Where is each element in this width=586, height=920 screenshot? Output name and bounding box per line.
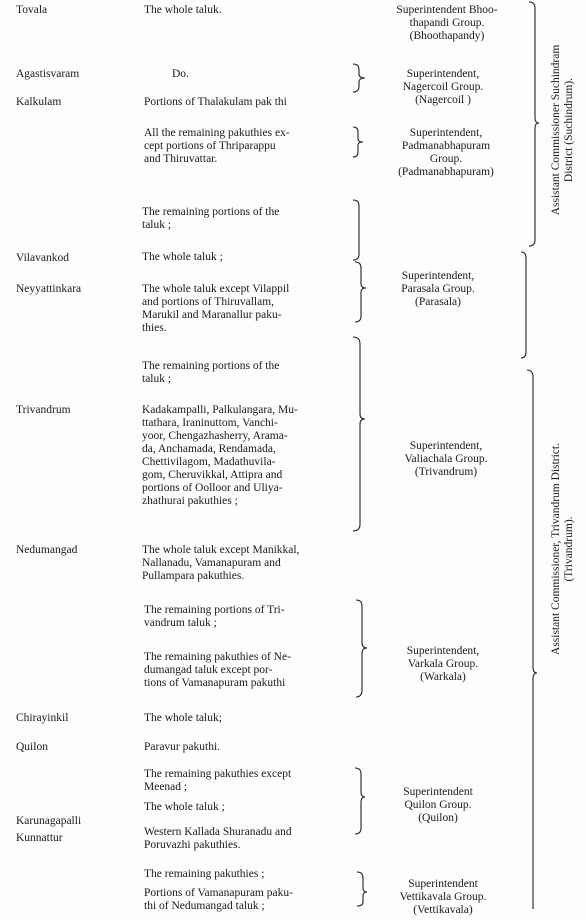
taluk-name: Tovala <box>16 4 48 16</box>
group-office: Superintendent, Nagercoil Group. (Nagercoil ) <box>402 68 484 106</box>
group-office: Superintendent Bhoo- thapandi Group. (Bhoothapandy) <box>396 4 498 42</box>
bracket <box>355 262 366 322</box>
portion-text: The remaining pakuthies of Ne- dumangad taluk except por- tions of Vamanapuram pakuthi <box>144 651 291 689</box>
bracket <box>353 337 365 531</box>
group-office: Superintendent Quilon Group. (Quilon) <box>403 786 473 824</box>
portion-text: The remaining pakuthies ; <box>144 868 265 880</box>
portion-text: The remaining portions of the taluk ; <box>142 206 280 231</box>
portion-text: The remaining pakuthies except Meenad ; <box>144 768 292 793</box>
taluk-name: Neyyattinkara <box>16 283 82 295</box>
bracket <box>529 2 539 246</box>
bracket <box>355 768 365 834</box>
taluk-name: Trivandrum <box>16 404 71 416</box>
group-office: Superintendent, Padmanabhapuram Group. (Padmanabhapuram) <box>398 127 494 178</box>
portion-text: The whole taluk ; <box>144 801 225 813</box>
portion-text: Paravur pakuthi. <box>144 741 221 753</box>
portion-text: The whole taluk ; <box>142 251 223 263</box>
portion-text: The remaining portions of the taluk ; <box>142 360 280 385</box>
bracket <box>527 370 537 909</box>
taluk-name: Karunagapalli <box>16 815 82 827</box>
taluk-name: Quilon <box>16 741 48 753</box>
portion-text: Portions of Vamanapuram paku- thi of Nedumangad taluk ; <box>144 887 293 912</box>
group-office: Superintendent Vettikavala Group. (Vettikavala) <box>399 878 487 916</box>
taluk-name: Nedumangad <box>16 544 78 556</box>
group-office: Superintendent, Varkala Group. (Warkala) <box>406 645 480 683</box>
taluk-name: Agastisvaram <box>16 68 80 80</box>
portion-text: Do. <box>172 68 189 80</box>
bracket <box>356 600 367 697</box>
taluk-name: Kunnattur <box>16 832 63 844</box>
commissioner-district: Assistant Commissioner, Trivandrum District. (Trivandrum). <box>550 443 575 655</box>
portion-text: Portions of Thalakulam pak thi <box>144 96 287 108</box>
bracket <box>353 64 365 92</box>
portion-text: Kadakampalli, Palkulangara, Mu- ttathara, Iraninuttom, Vanchi- yoor, Chengazhasherry, Arama- da, Anchamada, Rendamada, Chettivilagom, Madathuvila- gom, Cheruvikkal, Attipra and portions of Oolloor and Uliya- zhathurai pakuthies ; <box>142 404 298 507</box>
portion-text: The remaining portions of Tri- vandrum taluk ; <box>144 604 285 629</box>
group-office: Superintendent, Parasala Group. (Parasala) <box>401 270 475 308</box>
group-office: Superintendent, Valiachala Group. (Trivandrum) <box>404 440 488 478</box>
portion-text: The whole taluk except Vilappil and portions of Thiruvallam, Marukil and Maranallur paku- thies. <box>142 283 290 334</box>
portion-text: Western Kallada Shuranadu and Poruvazhi pakuthies. <box>144 826 292 851</box>
bracket <box>357 872 367 906</box>
portion-text: The whole taluk; <box>144 712 222 724</box>
portion-text: The whole taluk. <box>144 4 222 16</box>
bracket <box>353 127 363 157</box>
taluk-name: Kalkulam <box>16 96 62 108</box>
bracket <box>521 252 526 358</box>
portion-text: All the remaining pakuthies ex- cept portions of Thriparappu and Thiruvattar. <box>144 127 290 165</box>
taluk-name: Chirayinkil <box>16 712 69 724</box>
portion-text: The whole taluk except Manikkal, Nallanadu, Vamanapuram and Pullampara pakuthies. <box>142 544 300 582</box>
commissioner-district: Assistant Commissioner Suchindram District (Suchindrum). <box>550 44 575 216</box>
bracket <box>353 200 359 260</box>
taluk-name: Vilavankod <box>16 252 69 264</box>
